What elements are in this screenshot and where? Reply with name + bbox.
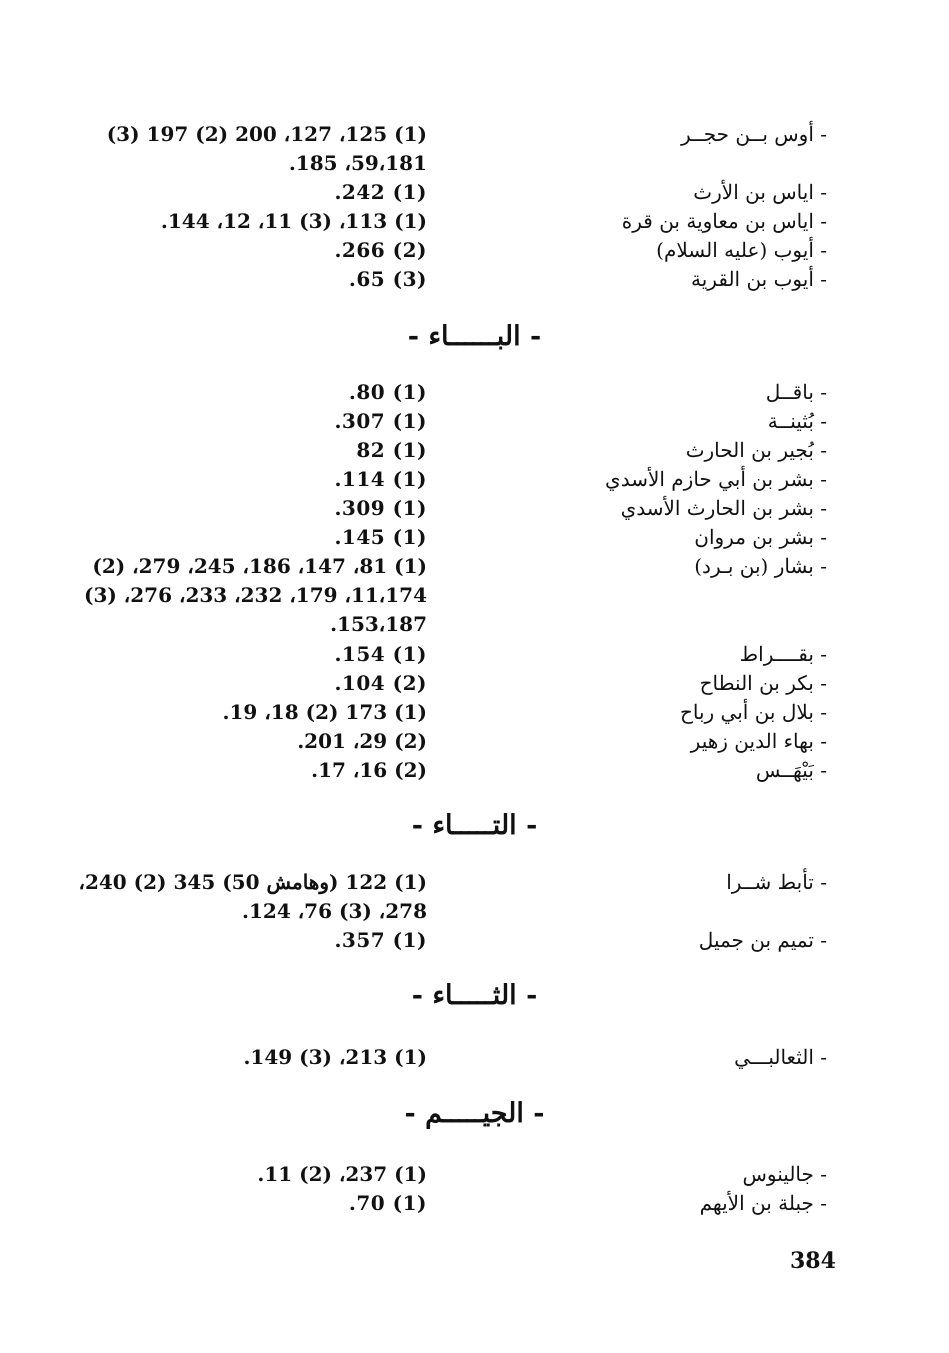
index-entry: [0, 378, 949, 407]
entry-name: - جبلة بن الأيهم: [699, 1191, 827, 1215]
entry-refs: (1) 81، 147، 186، 245، 279، (2): [92, 554, 427, 578]
index-entry-continuation: [0, 897, 949, 926]
entry-refs: (3) 65.: [348, 267, 427, 291]
index-entry: [0, 465, 949, 494]
index-entry: [0, 1160, 949, 1189]
entry-refs: (2) 29، 201.: [297, 729, 427, 753]
section-heading-taa: - التـــــاء -: [411, 810, 538, 841]
entry-name: - بشار (بن بـرد): [694, 554, 827, 578]
entry-name: - بشر بن مروان: [694, 525, 827, 549]
entry-name: - بلال بن أبي رباح: [679, 700, 827, 724]
entry-name: - تأبط شــرا: [726, 870, 827, 894]
index-entry-continuation: [0, 581, 949, 610]
entry-refs: (1) 213، (3) 149.: [243, 1045, 427, 1069]
index-entry: [0, 436, 949, 465]
entry-refs: (2) 104.: [334, 671, 427, 695]
entry-refs: (1) 154.: [334, 642, 427, 666]
entry-name: - أيوب بن القرية: [691, 267, 827, 291]
entry-name: - الثعالبـــي: [734, 1045, 827, 1069]
index-entry: [0, 868, 949, 897]
entry-name: - بشر بن الحارث الأسدي: [620, 496, 827, 520]
entry-refs: 59،181، 185.: [288, 151, 427, 175]
entry-name: - بُجير بن الحارث: [685, 438, 827, 462]
entry-name: - بهاء الدين زهير: [690, 729, 827, 753]
entry-name: - اياس بن معاوية بن قرة: [621, 209, 827, 233]
entry-name: - بكر بن النطاح: [699, 671, 827, 695]
entry-name: - تميم بن جميل: [698, 928, 827, 952]
entry-name: - بُثينــة: [767, 409, 827, 433]
entry-refs: (1) 125، 127، 200 (2) 197 (3): [106, 122, 427, 146]
entry-name: - أيوب (عليه السلام): [656, 238, 827, 262]
entry-refs: (1) 122 (وهامش 50) 345 (2) 240،: [78, 870, 427, 894]
entry-refs: (1) 82: [356, 438, 427, 462]
entry-refs: (1) 114.: [334, 467, 427, 491]
entry-refs: 11،174، 179، 232، 233، 276، (3): [83, 583, 427, 607]
index-entry: [0, 698, 949, 727]
entry-refs: (1) 145.: [334, 525, 427, 549]
entry-name: - بقــــراط: [739, 642, 827, 666]
entry-refs: (1) 173 (2) 18، 19.: [222, 700, 427, 724]
section-heading-baa: - البــــــاء -: [407, 321, 542, 352]
entry-refs: (1) 309.: [334, 496, 427, 520]
index-entry: [0, 756, 949, 785]
index-entry: [0, 207, 949, 236]
index-entry: [0, 407, 949, 436]
entry-refs: (2) 16، 17.: [311, 758, 427, 782]
index-entry-continuation: [0, 610, 949, 639]
entry-name: - اياس بن الأرث: [693, 180, 827, 204]
entry-name: - بَيْهَــس: [755, 758, 827, 782]
index-entry-continuation: [0, 149, 949, 178]
entry-name: - أوس بــن حجــر: [681, 122, 827, 146]
index-entry: [0, 265, 949, 294]
index-entry: [0, 552, 949, 581]
index-entry: [0, 120, 949, 149]
entry-name: - باقــل: [765, 380, 827, 404]
entry-name: - جالينوس: [742, 1162, 827, 1186]
entry-refs: (2) 266.: [334, 238, 427, 262]
entry-refs: (1) 80.: [348, 380, 427, 404]
index-entry: [0, 640, 949, 669]
index-entry: [0, 1189, 949, 1218]
index-entry: [0, 494, 949, 523]
index-entry: [0, 236, 949, 265]
entry-refs: 278، (3) 76، 124.: [242, 899, 427, 923]
index-entry: [0, 727, 949, 756]
index-entry: [0, 523, 949, 552]
entry-name: - بشر بن أبي حازم الأسدي: [605, 467, 827, 491]
entry-refs: (1) 242.: [334, 180, 427, 204]
index-entry: [0, 1043, 949, 1072]
entry-refs: (1) 307.: [334, 409, 427, 433]
section-heading-thaa: - الثـــــاء -: [411, 980, 538, 1011]
page-number: 384: [790, 1248, 836, 1274]
index-entry: [0, 926, 949, 955]
entry-refs: (1) 357.: [334, 928, 427, 952]
index-entry: [0, 178, 949, 207]
index-entry: [0, 669, 949, 698]
entry-refs: (1) 70.: [348, 1191, 427, 1215]
entry-refs: 153،187.: [330, 612, 427, 636]
entry-refs: (1) 237، (2) 11.: [257, 1162, 427, 1186]
section-heading-jeem: - الجيـــــم -: [404, 1098, 545, 1129]
entry-refs: (1) 113، (3) 11، 12، 144.: [160, 209, 427, 233]
